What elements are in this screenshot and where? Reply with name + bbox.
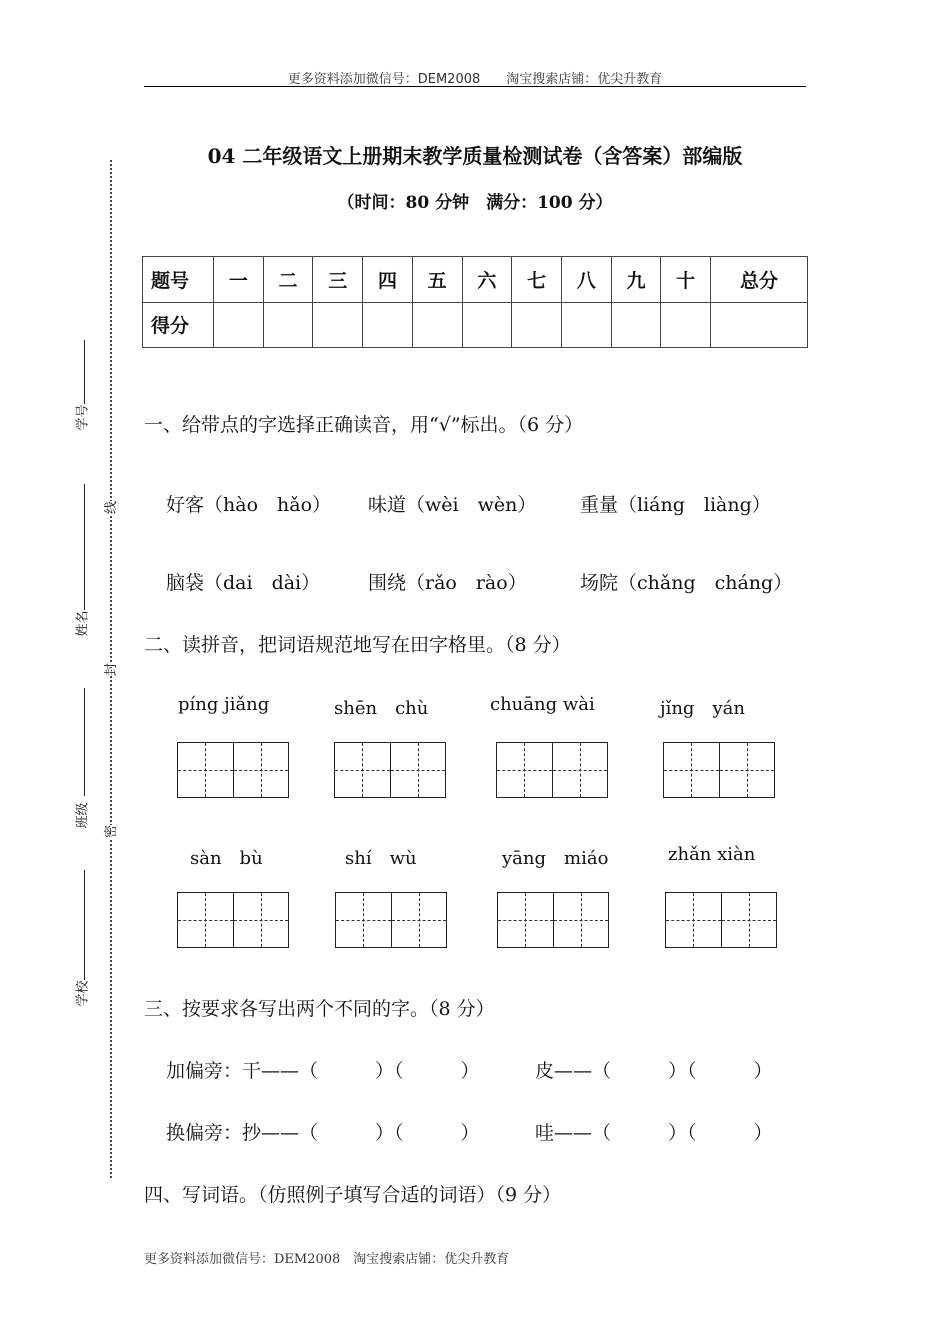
score-entry-cell[interactable] [611, 302, 661, 348]
exam-subtitle: （时间：80 分钟 满分：100 分） [337, 193, 613, 213]
score-cell: 八 [561, 257, 611, 303]
q3-swap-radical-line-2: 哇——（ ）（ ） [535, 1122, 773, 1144]
header-rule [144, 86, 806, 87]
score-label-cell: 得分 [143, 302, 214, 348]
tianzige-cell[interactable] [178, 743, 234, 797]
class-blank[interactable] [84, 688, 85, 796]
score-entry-cell[interactable] [711, 302, 808, 348]
tianzige-box[interactable] [335, 892, 447, 948]
tianzige-box[interactable] [663, 742, 775, 798]
q3-add-radical-line: 加偏旁：干——（ ）（ ） [166, 1060, 480, 1082]
school-label: 学校 [75, 980, 91, 1007]
pinyin-label: sàn bù [190, 848, 263, 869]
q1-heading: 一、给带点的字选择正确读音，用“√”标出。（6 分） [144, 414, 584, 436]
q3-add-radical-line-2: 皮——（ ）（ ） [535, 1060, 773, 1082]
tianzige-box[interactable] [334, 742, 446, 798]
tianzige-box[interactable] [497, 892, 609, 948]
tianzige-cell[interactable] [664, 743, 720, 797]
pinyin-label: yāng miáo [502, 848, 609, 869]
score-cell: 九 [611, 257, 661, 303]
pinyin-label: zhǎn xiàn [668, 844, 756, 865]
seal-char-mi: 密 [100, 825, 119, 838]
pinyin-label: chuāng wài [490, 694, 595, 715]
score-entry-cell[interactable] [214, 302, 264, 348]
score-cell: 十 [661, 257, 711, 303]
tianzige-cell[interactable] [335, 743, 391, 797]
name-label: 姓名 [75, 610, 91, 637]
tianzige-box[interactable] [665, 892, 777, 948]
pinyin-label: píng jiǎng [178, 694, 270, 715]
pinyin-label: shí wù [345, 848, 417, 869]
tianzige-cell[interactable] [392, 893, 447, 947]
class-label: 班级 [75, 802, 91, 829]
tianzige-cell[interactable] [666, 893, 722, 947]
q1-item: 重量（liáng liàng） [580, 494, 771, 516]
tianzige-cell[interactable] [234, 743, 289, 797]
score-entry-cell[interactable] [661, 302, 711, 348]
score-cell: 六 [462, 257, 512, 303]
tianzige-cell[interactable] [553, 743, 608, 797]
score-table-score-row [143, 302, 808, 348]
score-entry-cell[interactable] [512, 302, 562, 348]
tianzige-cell[interactable] [234, 893, 289, 947]
score-entry-cell[interactable] [313, 302, 363, 348]
tianzige-box[interactable] [177, 742, 289, 798]
score-cell: 题号 [143, 257, 214, 303]
score-entry-cell[interactable] [412, 302, 462, 348]
tianzige-cell[interactable] [720, 743, 775, 797]
tianzige-cell[interactable] [554, 893, 609, 947]
tianzige-cell[interactable] [497, 743, 553, 797]
pinyin-label: shēn chù [334, 698, 429, 719]
tianzige-cell[interactable] [336, 893, 392, 947]
score-entry-cell[interactable] [462, 302, 512, 348]
score-cell: 五 [412, 257, 462, 303]
q1-item: 味道（wèi wèn） [368, 494, 537, 516]
q1-item: 脑袋（dai dài） [166, 572, 321, 594]
q2-heading: 二、读拼音，把词语规范地写在田字格里。（8 分） [144, 634, 571, 656]
score-cell: 七 [512, 257, 562, 303]
score-table [142, 256, 808, 348]
tianzige-cell[interactable] [391, 743, 446, 797]
seal-char-xian: 线 [100, 501, 119, 514]
q1-item: 围绕（rǎo rào） [368, 572, 527, 594]
tianzige-box[interactable] [496, 742, 608, 798]
school-blank[interactable] [84, 870, 85, 980]
tianzige-cell[interactable] [722, 893, 777, 947]
score-cell: 四 [363, 257, 413, 303]
q1-item: 场院（chǎng cháng） [580, 572, 793, 594]
score-entry-cell[interactable] [363, 302, 413, 348]
tianzige-box[interactable] [177, 892, 289, 948]
q3-swap-radical-line: 换偏旁：抄——（ ）（ ） [166, 1122, 480, 1144]
score-cell: 三 [313, 257, 363, 303]
name-blank[interactable] [84, 484, 85, 610]
tianzige-cell[interactable] [178, 893, 234, 947]
page-header-text: 更多资料添加微信号：DEM2008 淘宝搜索店铺：优尖升教育 [287, 72, 663, 87]
student-id-label: 学号 [75, 404, 91, 431]
tianzige-cell[interactable] [498, 893, 554, 947]
q3-heading: 三、按要求各写出两个不同的字。（8 分） [144, 998, 495, 1020]
q1-item: 好客（hào hǎo） [166, 494, 332, 516]
score-entry-cell[interactable] [561, 302, 611, 348]
pinyin-label: jǐng yán [660, 698, 745, 719]
student-id-blank[interactable] [84, 340, 85, 404]
score-cell: 一 [214, 257, 264, 303]
q4-heading: 四、写词语。（仿照例子填写合适的词语）（9 分） [144, 1184, 562, 1206]
score-cell: 二 [263, 257, 313, 303]
score-table-header-row [143, 257, 808, 303]
score-cell: 总分 [711, 257, 808, 303]
score-entry-cell[interactable] [263, 302, 313, 348]
exam-title: 04 二年级语文上册期末教学质量检测试卷（含答案）部编版 [207, 144, 743, 168]
page-footer-text: 更多资料添加微信号：DEM2008 淘宝搜索店铺：优尖升教育 [144, 1252, 510, 1267]
seal-char-feng: 封 [100, 663, 119, 676]
